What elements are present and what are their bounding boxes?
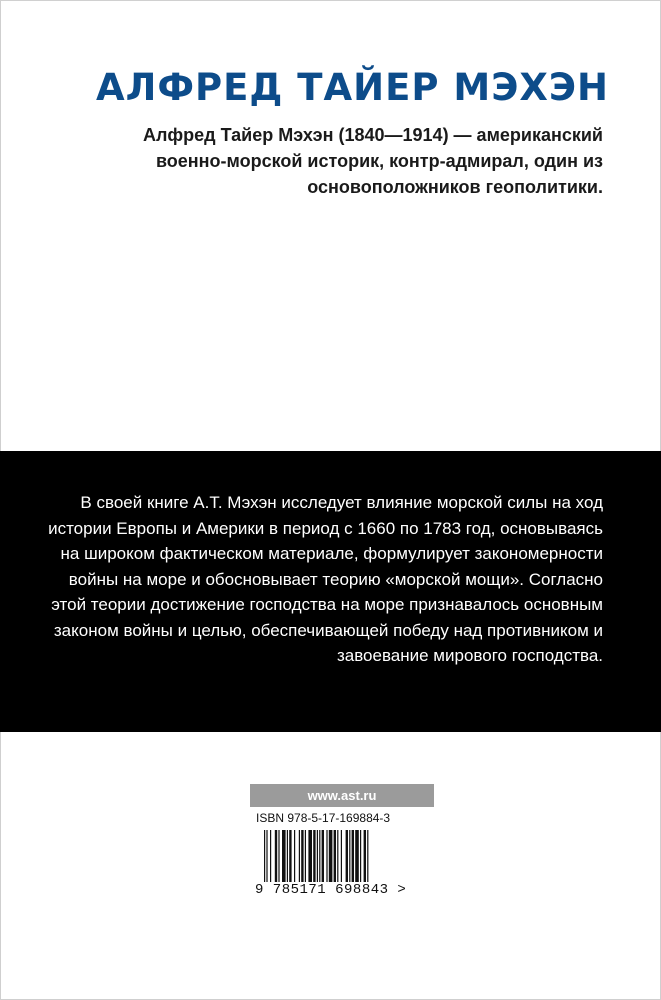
- barcode-bar: [364, 830, 366, 882]
- barcode-bar: [349, 830, 350, 882]
- barcode-bar: [360, 830, 361, 882]
- barcode-bar: [355, 830, 359, 882]
- barcode-bar: [305, 830, 306, 882]
- barcode-bar: [341, 830, 342, 882]
- barcode-bar: [346, 830, 348, 882]
- author-bio: Алфред Тайер Мэхэн (1840—1914) — американский военно-морской историк, контр-адмирал, один из основоположников геополитики.: [142, 125, 603, 197]
- barcode-bar: [329, 830, 333, 882]
- barcode-bar: [266, 830, 267, 882]
- barcode-bar: [282, 830, 286, 882]
- barcode-bar: [287, 830, 288, 882]
- website-link[interactable]: www.ast.ru: [250, 784, 434, 807]
- barcode-image: [264, 830, 414, 882]
- barcode-bar: [289, 830, 291, 882]
- book-description: В своей книге А.Т. Мэхэн исследует влияние морской силы на ход истории Европы и Америки в период с 1660 по 1783 год, основываясь на широком фактическом материале, формулирует закономерности войны на море и обосновывает теорию «морской мощи». Согласно этой теории достижение господства на море признавалось основным законом войны и целью, обеспечивающей победу над противником и завоевание мирового господства.: [48, 493, 603, 665]
- barcode-bar: [317, 830, 318, 882]
- barcode-bar: [352, 830, 354, 882]
- barcode-bar: [308, 830, 312, 882]
- barcode-digits: 9 785171 698843 >: [255, 882, 407, 898]
- barcode-bar: [270, 830, 271, 882]
- barcode-bar: [299, 830, 300, 882]
- barcode-bar: [337, 830, 338, 882]
- barcode-bar: [313, 830, 315, 882]
- barcode-bar: [275, 830, 277, 882]
- barcode-bar: [334, 830, 336, 882]
- barcode-bar: [294, 830, 295, 882]
- barcode-bar: [367, 830, 368, 882]
- top-divider: [0, 0, 661, 1]
- isbn-label: ISBN 978-5-17-169884-3: [256, 811, 391, 825]
- barcode-bar: [301, 830, 303, 882]
- author-name-title: АЛФРЕД ТАЙЕР МЭХЭН: [95, 66, 609, 109]
- barcode-bar: [264, 830, 265, 882]
- barcode-bar: [319, 830, 320, 882]
- barcode-bar: [326, 830, 327, 882]
- barcode-bar: [322, 830, 324, 882]
- barcode-bar: [278, 830, 279, 882]
